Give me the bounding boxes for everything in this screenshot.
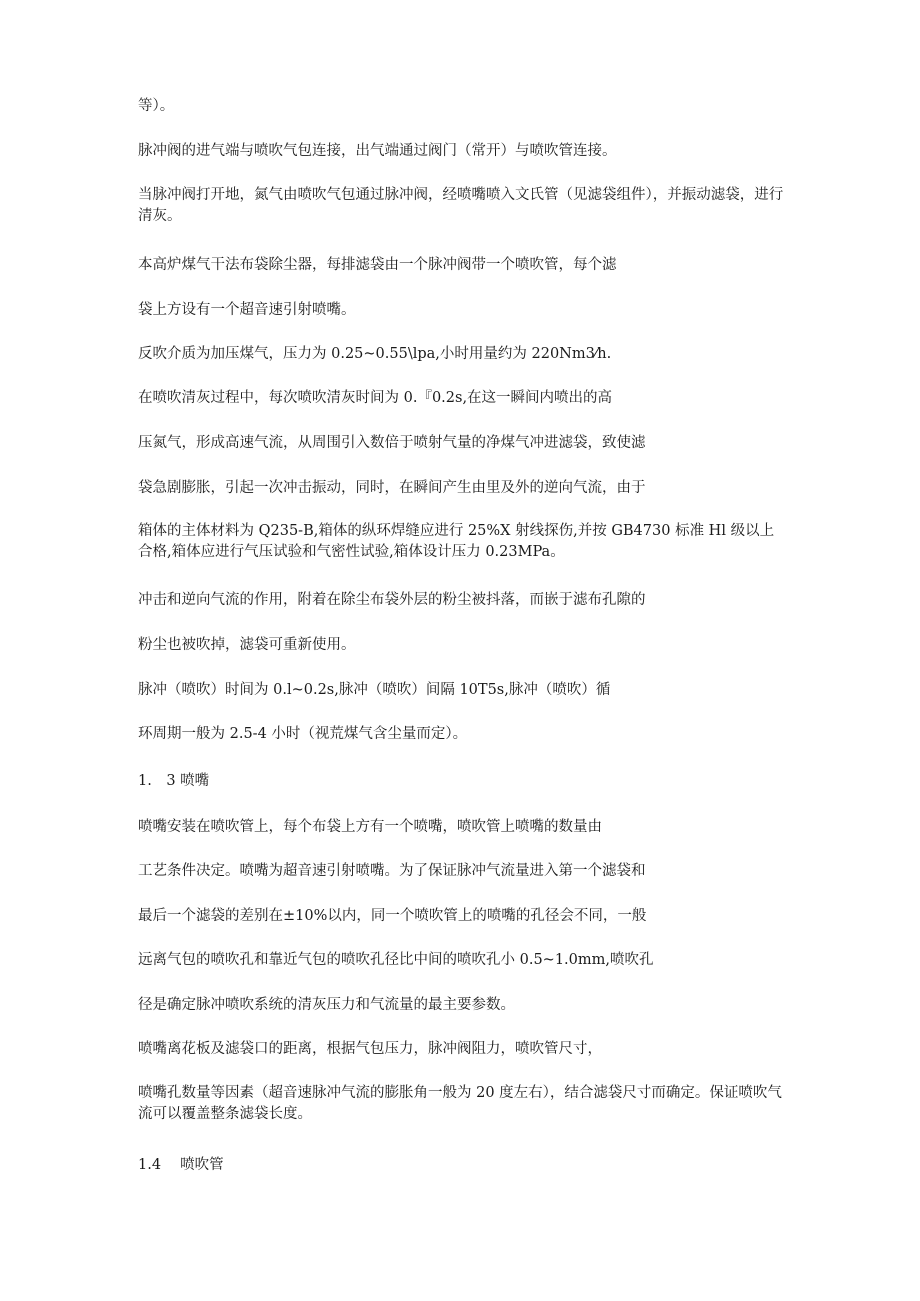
paragraph: 远离气包的喷吹孔和靠近气包的喷吹孔径比中间的喷吹孔小 0.5~1.0mm,喷吹孔 — [138, 952, 654, 968]
paragraph: 等）。 — [138, 98, 175, 114]
paragraph: 当脉冲阀打开地，氮气由喷吹气包通过脉冲阀，经喷嘴喷入文氏管（见滤袋组件），并振动滤袋，进行清灰。 — [138, 187, 784, 224]
paragraph: 冲击和逆向气流的作用，附着在除尘布袋外层的粉尘被抖落，而嵌于滤布孔隙的 — [138, 592, 646, 608]
paragraph: 喷嘴孔数量等因素（超音速脉冲气流的膨胀角一般为 20 度左右），结合滤袋尺寸而确定。保证喷吹气流可以覆盖整条滤袋长度。 — [138, 1085, 782, 1122]
paragraph: 袋急剧膨胀，引起一次冲击振动，同时，在瞬间产生由里及外的逆向气流，由于 — [138, 480, 646, 496]
paragraph: 工艺条件决定。喷嘴为超音速引射喷嘴。为了保证脉冲气流量进入第一个滤袋和 — [138, 863, 646, 879]
paragraph: 喷嘴离花板及滤袋口的距离，根据气包压力，脉冲阀阻力，喷吹管尺寸， — [138, 1041, 602, 1057]
paragraph: 喷嘴安装在喷吹管上，每个布袋上方有一个喷嘴，喷吹管上喷嘴的数量由 — [138, 819, 602, 835]
paragraph: 本高炉煤气干法布袋除尘器，每排滤袋由一个脉冲阀带一个喷吹管，每个滤 — [138, 257, 617, 273]
paragraph: 压氮气，形成高速气流，从周围引入数倍于喷射气量的净煤气冲进滤袋，致使滤 — [138, 435, 646, 451]
paragraph: 最后一个滤袋的差别在±10%以内，同一个喷吹管上的喷嘴的孔径会不同，一般 — [138, 908, 647, 924]
paragraph: 在喷吹清灰过程中，每次喷吹清灰时间为 0.『0.2s,在这一瞬间内喷出的高 — [138, 390, 613, 406]
paragraph: 反吹介质为加压煤气，压力为 0.25~0.55\lpa,小时用量约为 220Nm3⁄h. — [138, 346, 612, 362]
paragraph: 粉尘也被吹掉，滤袋可重新使用。 — [138, 637, 356, 653]
section-heading: 1. 3 喷嘴 — [138, 773, 210, 789]
paragraph: 袋上方设有一个超音速引射喷嘴。 — [138, 302, 356, 318]
paragraph: 径是确定脉冲喷吹系统的清灰压力和气流量的最主要参数。 — [138, 997, 515, 1013]
paragraph: 箱体的主体材料为 Q235-B,箱体的纵环焊缝应进行 25%X 射线探伤,并按 GB4730 标准 Hl 级以上合格,箱体应进行气压试验和气密性试验,箱体设计压力 0.23MPa。 — [138, 523, 775, 560]
section-heading: 1.4 喷吹管 — [138, 1157, 224, 1173]
paragraph: 脉冲（喷吹）时间为 0.l~0.2s,脉冲（喷吹）间隔 10T5s,脉冲（喷吹）循 — [138, 682, 611, 698]
paragraph: 环周期一般为 2.5-4 小时（视荒煤气含尘量而定）。 — [138, 726, 468, 742]
paragraph: 脉冲阀的进气端与喷吹气包连接，出气端通过阀门（常开）与喷吹管连接。 — [138, 143, 617, 159]
